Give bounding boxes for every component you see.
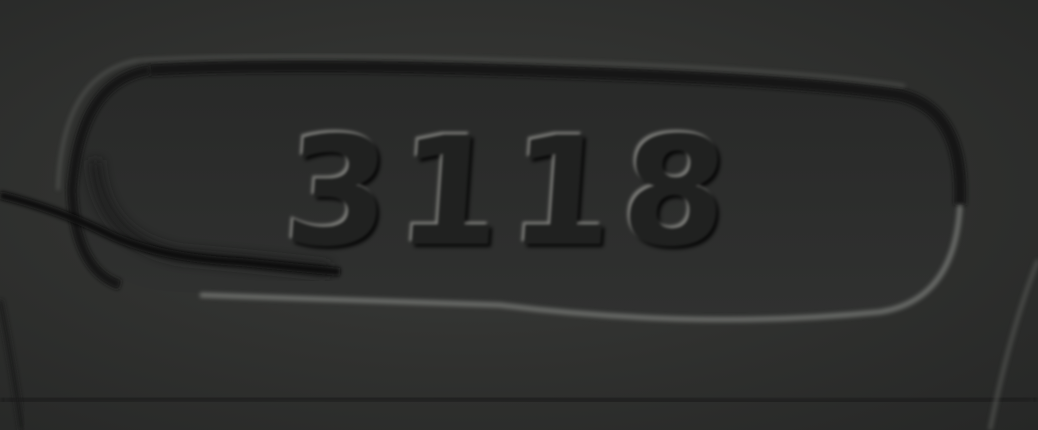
bottom-groove: [0, 398, 1038, 402]
embossed-code-text: 3118: [279, 106, 741, 280]
right-seam: [990, 260, 1038, 430]
